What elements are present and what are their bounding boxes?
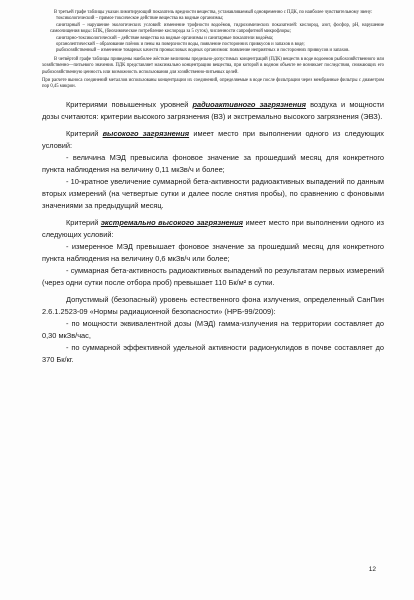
paragraph: Допустимый (безопасный) уровень естественного фона излучения, определенный СанПин 2.6.1.2523-09 «Нормы радиационной безопасности» (НРБ-99/2009): — [42, 294, 384, 316]
paragraph: В третьей графе таблицы указан лимитирующий показатель вредности вещества, устанавливаемый одновременно с ПДК, по наиболее чувствительному звену: — [54, 10, 373, 15]
list-item: - величина МЭД превысила фоновое значение за прошедший месяц для конкретного пункта наблюдения на величину 0,11 мкЗв/ч и более; — [42, 152, 384, 174]
paragraph: В четвёртой графе таблицы приведены наиболее жёсткие величины предельно-допустимых концентраций (ПДК) веществ в воде водоемов рыбохозяйственного или хозяйственно—питьевого значения. ПДК представляет максимально концентрацию вещества, при которой в водном объекте не возникает последствия, снижающих его рыбохозяйственную ценность или возможность использования для хозяйственно-питьевых целей. — [42, 56, 384, 75]
emphasis-high: высокого загрязнения — [102, 128, 190, 138]
list-item: органолептический – образование плёнок и пены на поверхности воды, появление посторонних привкусов и запахов в воде; — [56, 42, 305, 48]
list-item: - измеренное МЭД превышает фоновое значение за прошедший месяц для конкретного пункта наблюдения на величину 0,6 мкЗв/ч или более; — [42, 241, 384, 263]
emphasis-extreme: экстремально высокого загрязнения — [100, 217, 243, 227]
list-item: - суммарная бета-активность радиоактивных выпадений по результатам первых измерений (через одни сутки после отбора проб) превышает 110 Бк/м² в сутки. — [42, 265, 384, 287]
extreme-pollution-criterion: Критерий экстремально высокого загрязнения имеет место при выполнении одного из следующих условий: — [42, 217, 384, 239]
small-print-section — [42, 10, 384, 91]
page-number: 12 — [368, 566, 376, 573]
list-item: токсикологический – прямое токсическое действие вещества на водные организмы; — [56, 16, 224, 22]
list-item: - по суммарной эффективной удельной активности радионуклидов в почве составляет до 370 Бк/кг. — [42, 342, 384, 364]
paragraph: При расчете выноса соединений металлов использованы концентрации их соединений, определяемые в воде после фильтрации через мембранные фильтры с диаметром пор 0,45 микрон. — [42, 78, 384, 90]
emphasis-radioactive: радиоактивного загрязнения — [192, 99, 306, 109]
list-item: - 10-кратное увеличение суммарной бета-активности радиоактивных выпадений по данным вторых измерений (на четвертые сутки и далее после снятия пробы), по сравнению с фоновыми значениями за предыдущий месяц. — [42, 176, 384, 210]
criteria-intro: Критериями повышенных уровней радиоактивного загрязнения воздуха и мощности дозы считаются: критерии высокого загрязнения (ВЗ) и экстремально высокого загрязнения (ЭВЗ). — [42, 99, 384, 121]
high-pollution-criterion: Критерий высокого загрязнения имеет место при выполнении одного из следующих условий: — [42, 128, 384, 150]
main-text-section — [42, 99, 384, 366]
list-item: - по мощности эквивалентной дозы (МЭД) гамма-излучения на территории составляет до 0,30 мкЗв/час, — [42, 318, 384, 340]
list-item: санитарно-токсикологический – действие вещества на водные организмы и санитарные показатели водоёма; — [56, 35, 274, 41]
list-item: рыбохозяйственный – изменение товарных качеств промысловых водных организмов: появление неприятных и посторонних привкусов и запахов. — [56, 48, 350, 54]
list-item: санитарный – нарушение экологических условий: изменение трофности водоёмов, гидрохимических показателей: кислород, азот, фосфор, рН, нарушение самоочищения воды: БПК₅ (биохимическое потребление кислорода за 5 суток), численности сапрофитной микрофлоры; — [50, 22, 384, 35]
